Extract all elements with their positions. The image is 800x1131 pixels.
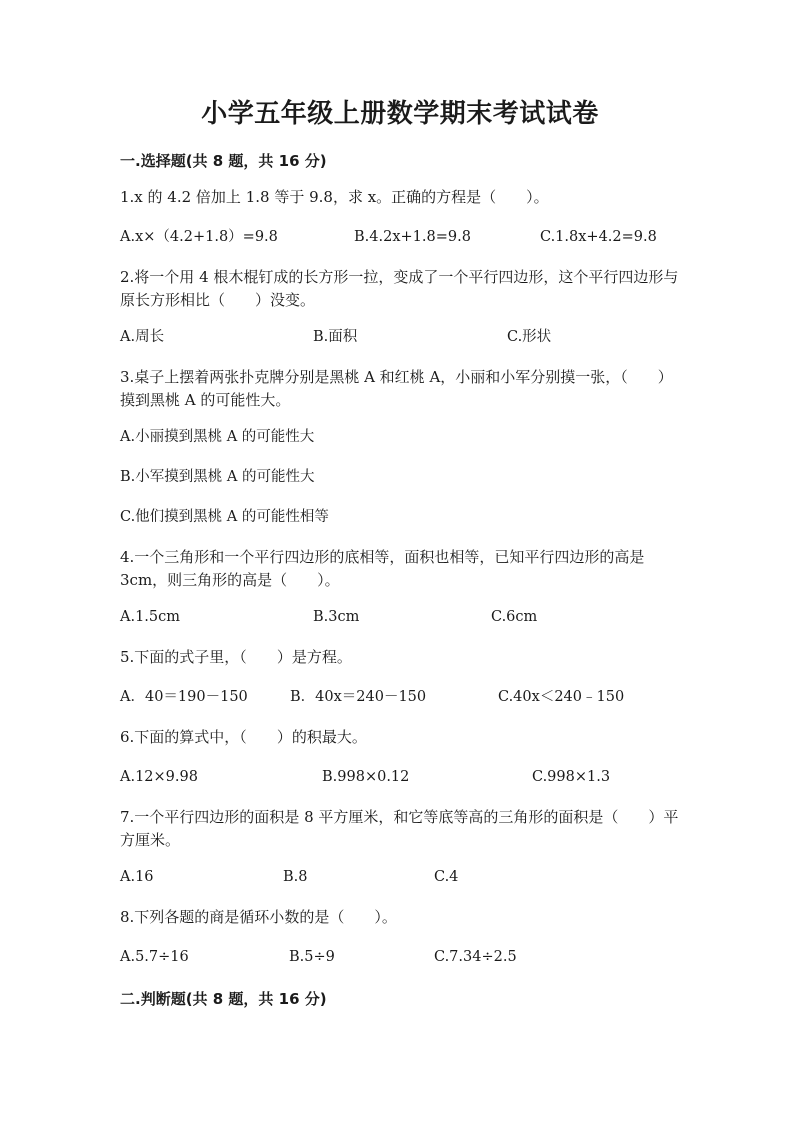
option-a: A.12×9.98 <box>120 769 198 785</box>
question-2-options <box>120 326 680 348</box>
option-c: C.4 <box>434 869 459 885</box>
option-b: B.3cm <box>313 609 360 625</box>
option-b: B.8 <box>283 869 308 885</box>
option-c: C.40x＜240﹣150 <box>498 689 625 705</box>
option-a: A．40＝190－150 <box>120 689 248 705</box>
option-c: C.形状 <box>507 329 552 345</box>
section-heading-multiple-choice: 一.选择题(共 8 题，共 16 分) <box>120 152 327 170</box>
option-b: B.4.2x+1.8=9.8 <box>354 229 471 245</box>
question-8: 8.下列各题的商是循环小数的是（ ）。 <box>120 908 397 926</box>
question-5: 5.下面的式子里，（ ）是方程。 <box>120 648 352 666</box>
question-8-options <box>120 946 680 968</box>
option-c: C.6cm <box>491 609 538 625</box>
question-4: 4.一个三角形和一个平行四边形的底相等，面积也相等，已知平行四边形的高是 3cm，则三角形的高是（ ）。 <box>120 548 645 589</box>
page-title: 小学五年级上册数学期末考试试卷 <box>201 99 599 129</box>
question-1-options <box>120 226 680 248</box>
option-a: A.周长 <box>120 329 165 345</box>
question-5-options <box>120 686 680 708</box>
option-c: C.998×1.3 <box>532 769 611 785</box>
question-7-options <box>120 866 680 888</box>
option-c: C.他们摸到黑桃 A 的可能性相等 <box>120 509 329 525</box>
option-a: A.x×（4.2+1.8）=9.8 <box>120 229 278 245</box>
question-3: 3.桌子上摆着两张扑克牌分别是黑桃 A 和红桃 A，小丽和小军分别摸一张，（ ）摸到黑桃 A 的可能性大。 <box>120 368 673 409</box>
option-a: A.1.5cm <box>120 609 181 625</box>
option-a: A.16 <box>120 869 154 885</box>
question-1: 1.x 的 4.2 倍加上 1.8 等于 9.8，求 x。正确的方程是（ ）。 <box>120 188 549 206</box>
question-2: 2.将一个用 4 根木棍钉成的长方形一拉，变成了一个平行四边形，这个平行四边形与原长方形相比（ ）没变。 <box>120 268 679 309</box>
option-b: B.小军摸到黑桃 A 的可能性大 <box>120 469 315 485</box>
option-a: A.小丽摸到黑桃 A 的可能性大 <box>120 429 315 445</box>
question-7: 7.一个平行四边形的面积是 8 平方厘米，和它等底等高的三角形的面积是（ ）平方厘米。 <box>120 808 679 849</box>
option-c: C.7.34÷2.5 <box>434 949 517 965</box>
option-c: C.1.8x+4.2=9.8 <box>540 229 657 245</box>
option-b: B.998×0.12 <box>322 769 410 785</box>
question-4-options <box>120 606 680 628</box>
question-6-options <box>120 766 680 788</box>
option-b: B.面积 <box>313 329 358 345</box>
section-heading-true-false: 二.判断题(共 8 题，共 16 分) <box>120 990 327 1008</box>
option-a: A.5.7÷16 <box>120 949 189 965</box>
option-b: B．40x＝240－150 <box>290 689 427 705</box>
option-b: B.5÷9 <box>289 949 335 965</box>
question-6: 6.下面的算式中，（ ）的积最大。 <box>120 728 367 746</box>
